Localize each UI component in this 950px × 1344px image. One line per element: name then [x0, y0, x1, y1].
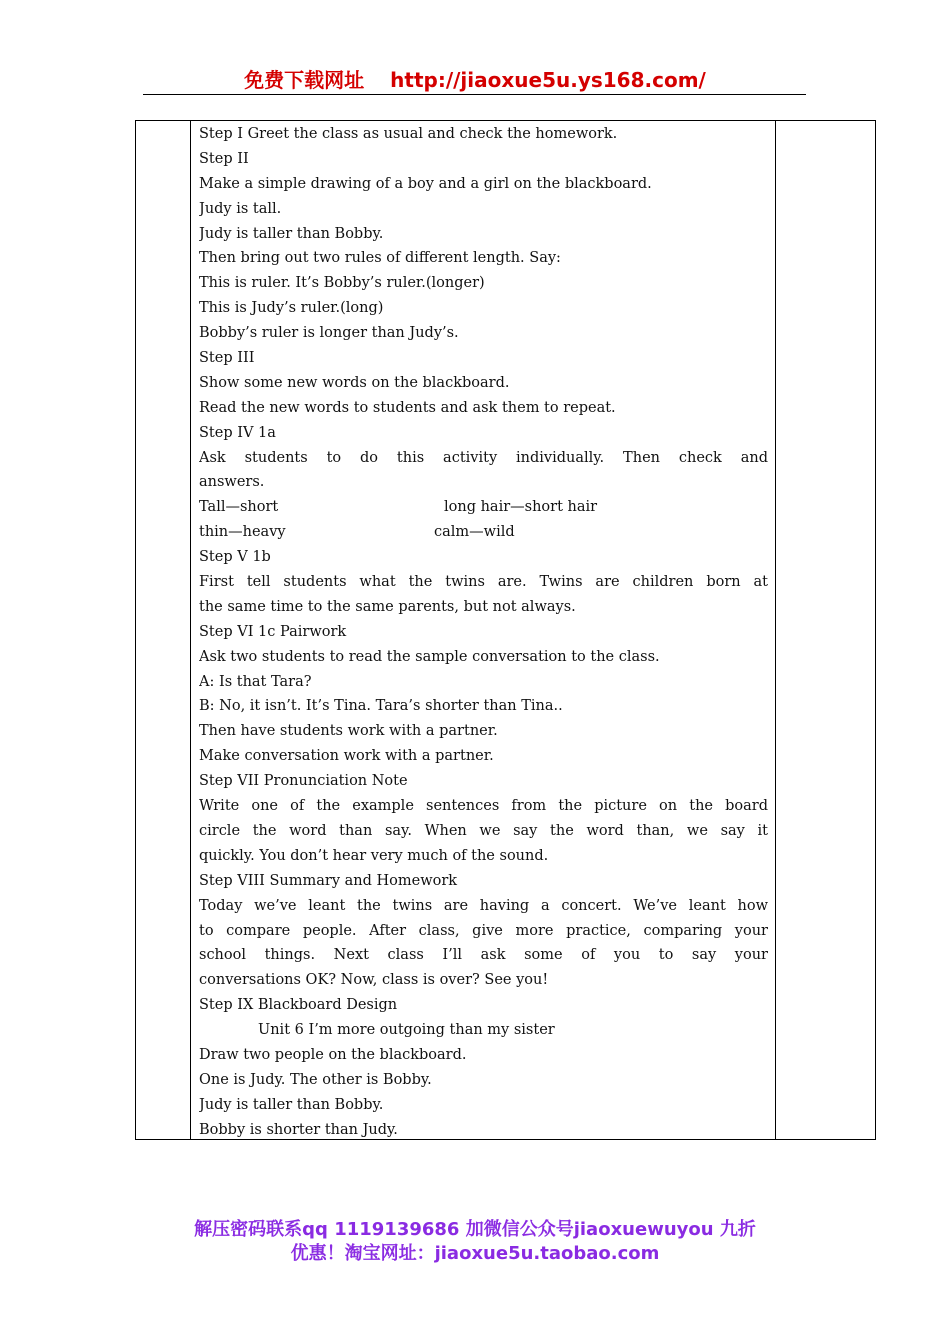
- text-line: Step III: [199, 350, 255, 367]
- page-footer: [0, 1218, 950, 1266]
- text-line: Make a simple drawing of a boy and a girl on the blackboard.: [199, 175, 652, 192]
- text-line: Step VI 1c Pairwork: [199, 623, 347, 640]
- text-line: This is Judy’s ruler.(long): [199, 300, 384, 317]
- header-rule: [143, 94, 806, 95]
- text-line: Step VII Pronunciation Note: [199, 773, 408, 790]
- page-header: [0, 64, 950, 93]
- text-line: the same time to the same parents, but not always.: [199, 598, 576, 615]
- footer-wechat: jiaoxuewuyou: [573, 1219, 714, 1240]
- text-line: Step IX Blackboard Design: [199, 997, 398, 1014]
- text-line: conversations OK? Now, class is over? See you!: [199, 972, 549, 989]
- text-line: One is Judy. The other is Bobby.: [199, 1071, 432, 1088]
- table-column-divider: [775, 121, 776, 1139]
- text-line: First tell students what the twins are. Twins are children born at: [199, 574, 768, 591]
- footer-text: 九折: [719, 1219, 756, 1240]
- text-line: Then have students work with a partner.: [199, 723, 498, 740]
- text-line: A: Is that Tara?: [199, 673, 312, 690]
- text-line: answers.: [199, 474, 265, 491]
- lesson-content-cell: [199, 122, 768, 1143]
- footer-line-2: [0, 1242, 950, 1266]
- text-line: This is ruler. It’s Bobby’s ruler.(longer): [199, 275, 485, 292]
- text-line: Ask students to do this activity individually. Then check and: [199, 449, 768, 466]
- text-line: Show some new words on the blackboard.: [199, 374, 510, 391]
- text-line: Bobby is shorter than Judy.: [199, 1121, 398, 1138]
- text-line: Step I Greet the class as usual and check the homework.: [199, 126, 618, 142]
- text-line: B: No, it isn’t. It’s Tina. Tara’s shorter than Tina..: [199, 698, 563, 715]
- text-line: Step IV 1a: [199, 424, 276, 441]
- footer-text: 解压密码联系: [194, 1219, 303, 1240]
- table-column-divider: [190, 121, 191, 1139]
- vocab-pair: calm—wild: [434, 524, 515, 541]
- text-line: Judy is taller than Bobby.: [199, 1096, 384, 1113]
- text-line: Step V 1b: [199, 549, 271, 566]
- text-line: quickly. You don’t hear very much of the sound.: [199, 847, 549, 864]
- footer-qq: qq 1119139686: [302, 1219, 460, 1240]
- text-line: Then bring out two rules of different length. Say:: [199, 250, 561, 267]
- text-line: to compare people. After class, give more practice, comparing your: [199, 922, 768, 939]
- text-line: Ask two students to read the sample conversation to the class.: [199, 648, 660, 665]
- text-line: Step II: [199, 150, 249, 167]
- text-line: Today we’ve leant the twins are having a concert. We’ve leant how: [199, 897, 768, 914]
- text-line: Make conversation work with a partner.: [199, 748, 494, 765]
- footer-taobao-url[interactable]: jiaoxue5u.taobao.com: [434, 1243, 660, 1264]
- text-line: Step VIII Summary and Homework: [199, 872, 458, 889]
- text-line: school things. Next class I’ll ask some of you to say your: [199, 947, 768, 964]
- vocab-pair: thin—heavy: [199, 524, 286, 541]
- text-line: Read the new words to students and ask them to repeat.: [199, 399, 616, 416]
- text-line: Judy is taller than Bobby.: [199, 225, 384, 242]
- blackboard-title: Unit 6 I’m more outgoing than my sister: [258, 1022, 555, 1039]
- footer-line-1: [0, 1218, 950, 1242]
- vocab-pair-line: [199, 520, 768, 545]
- header-label: 免费下载网址: [244, 68, 365, 92]
- text-line: Judy is tall.: [199, 200, 282, 217]
- vocab-pair: Tall—short: [199, 499, 279, 516]
- text-line: circle the word than say. When we say the word than, we say it: [199, 822, 768, 839]
- footer-text: 优惠！淘宝网址：: [290, 1243, 435, 1264]
- text-line: Write one of the example sentences from the picture on the board: [199, 798, 768, 815]
- lesson-table: [135, 120, 876, 1140]
- vocab-pair: long hair—short hair: [444, 499, 598, 516]
- footer-text: 加微信公众号: [465, 1219, 574, 1240]
- header-url[interactable]: http://jiaoxue5u.ys168.com/: [390, 68, 706, 92]
- text-line: Draw two people on the blackboard.: [199, 1046, 467, 1063]
- vocab-pair-line: [199, 495, 768, 520]
- text-line: Bobby’s ruler is longer than Judy’s.: [199, 325, 459, 342]
